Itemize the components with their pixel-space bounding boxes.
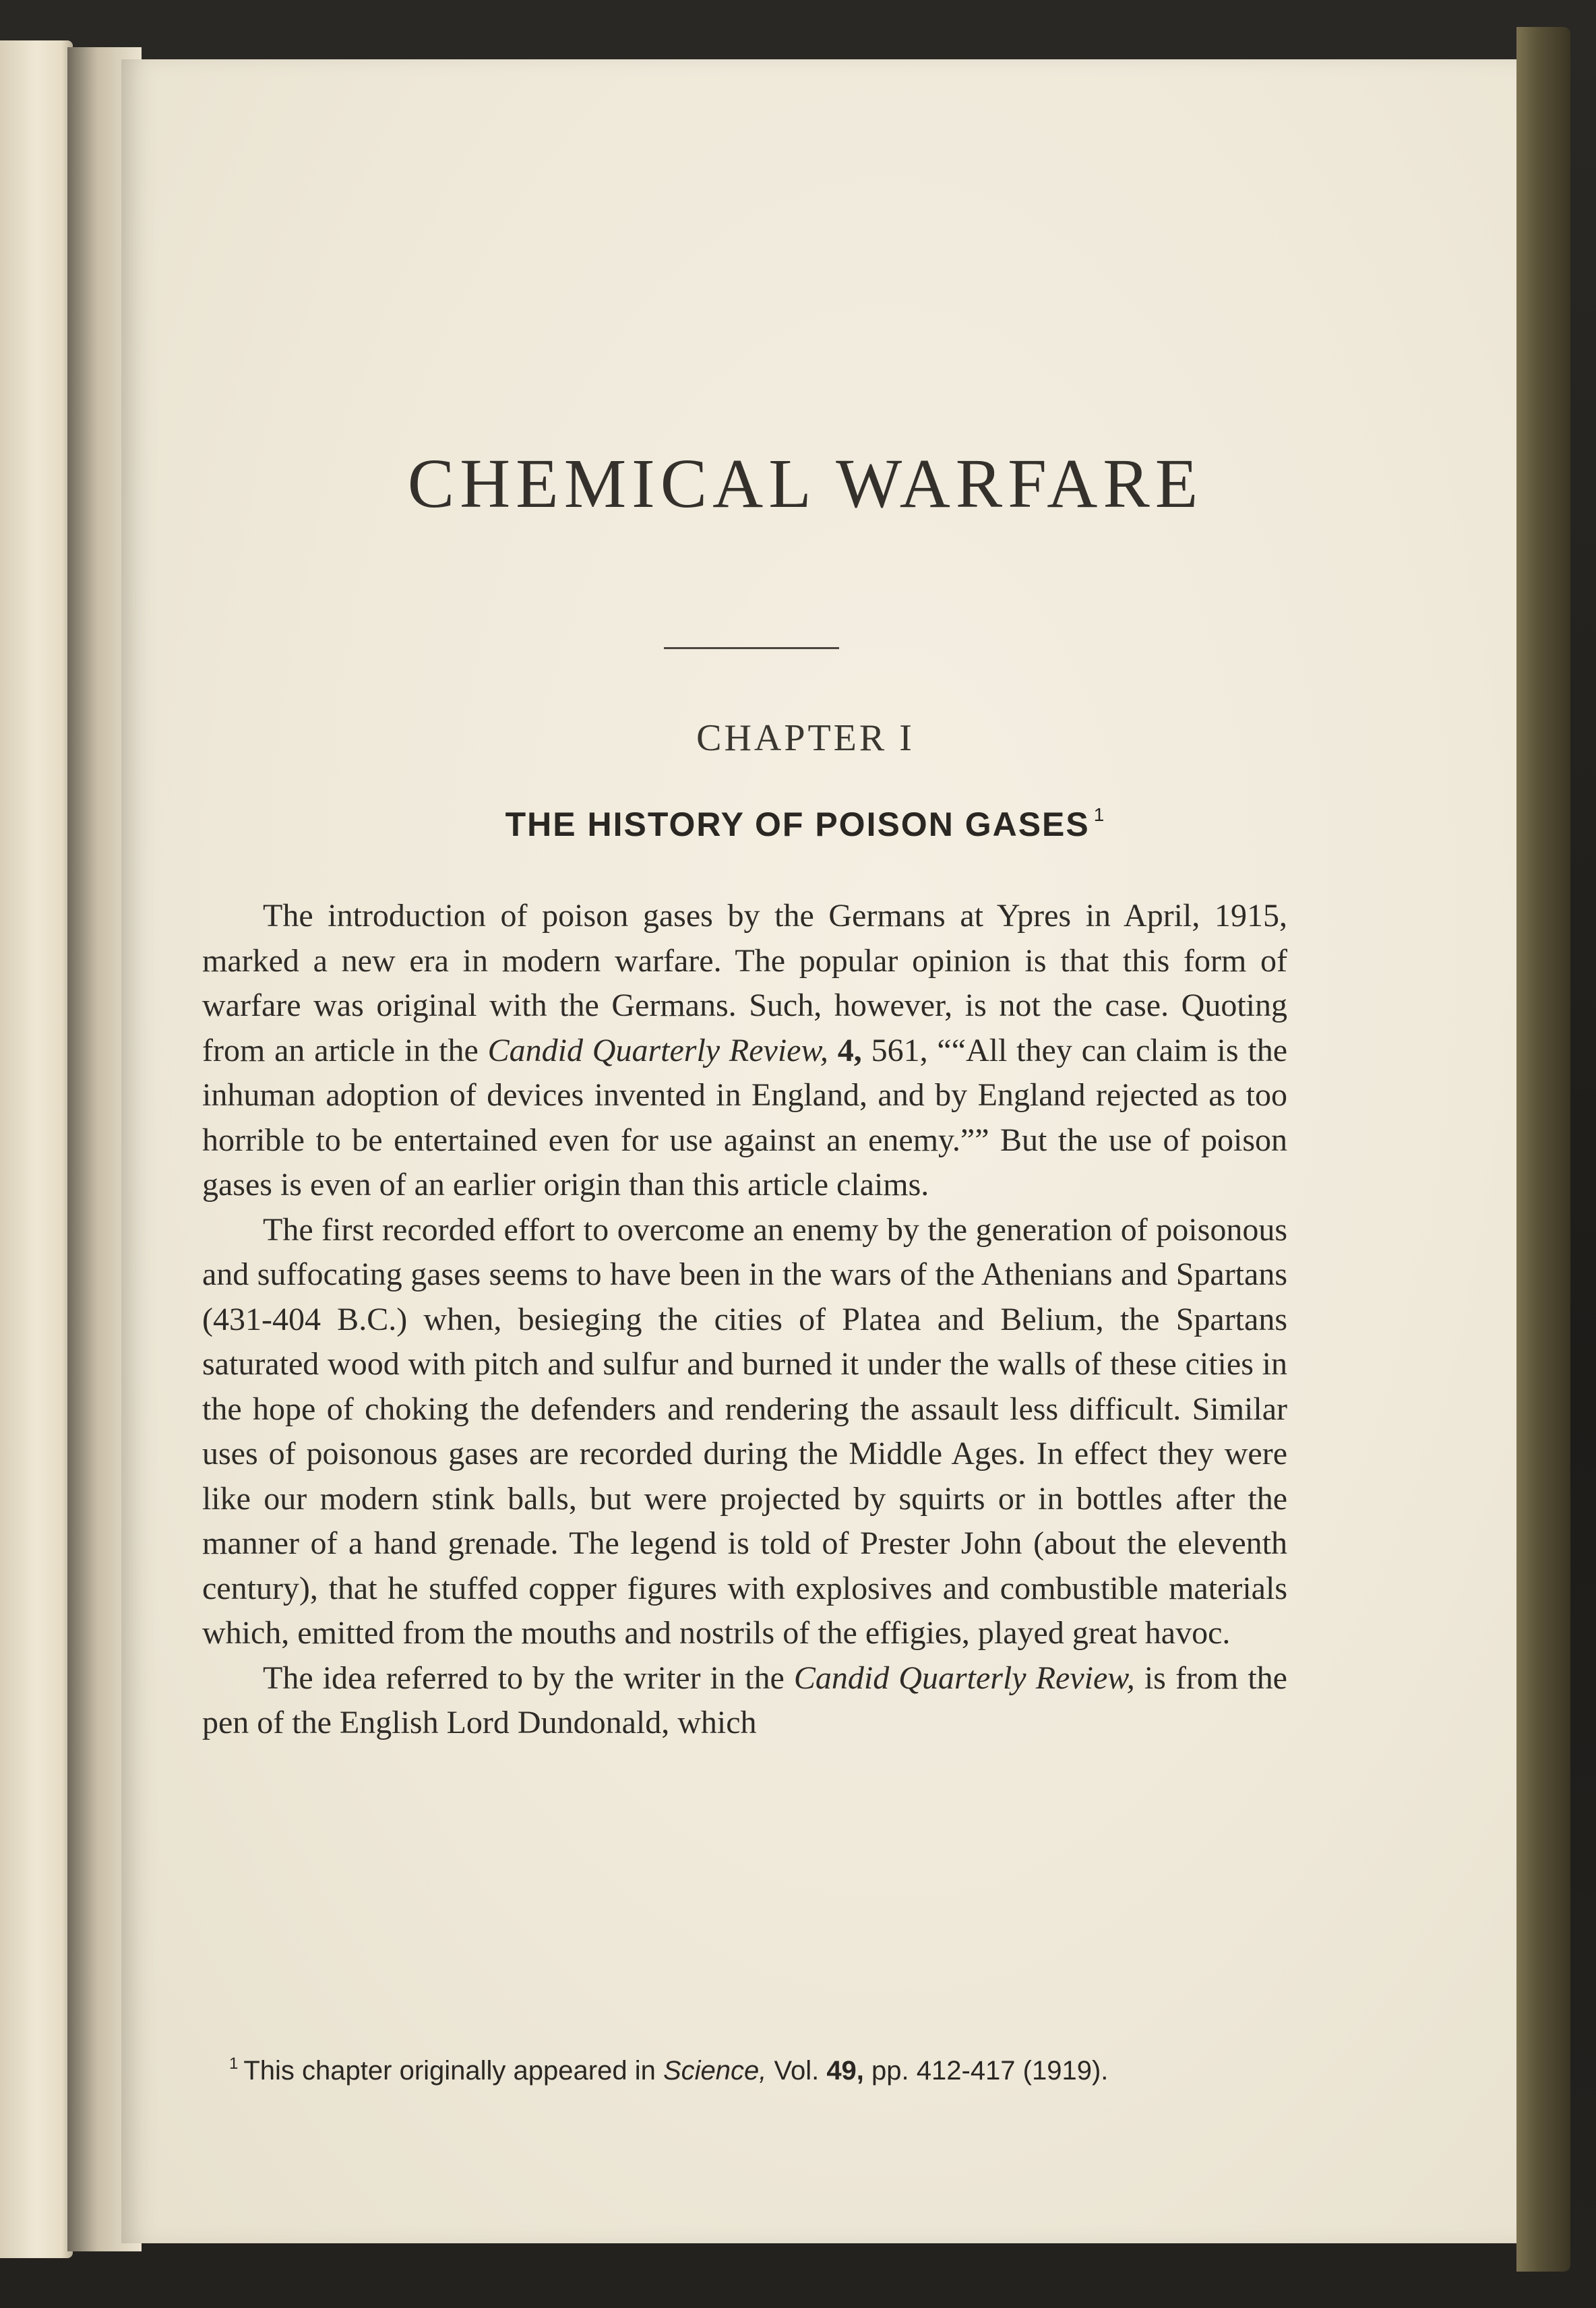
paragraph-3: [202, 1656, 1287, 1746]
footnote-volume: 49,: [826, 2056, 864, 2086]
paragraph-3-text-a: The idea referred to by the writer in the: [263, 1660, 794, 1696]
chapter-label: CHAPTER I: [696, 717, 915, 759]
journal-title: Candid Quarterly Review,: [487, 1032, 828, 1068]
book-title: CHEMICAL WARFARE: [407, 445, 1204, 522]
footnote-reference: 1: [1093, 804, 1106, 825]
left-page-edge: [0, 40, 73, 2258]
volume-number: 4,: [828, 1032, 862, 1068]
footnote-text-a: This chapter originally appeared in: [243, 2056, 663, 2086]
title-divider: [664, 647, 839, 649]
paragraph-1-text-d: 561, ““All they can claim is the inhuman adoption of devices invented in England, and by England rejected as too horrible to be entertained even for use against an enemy.”” But the use of poison gases is even of an earlier origin than this article claims.: [202, 1032, 1287, 1203]
footnote: [229, 2055, 1321, 2086]
chapter-heading: [202, 804, 1409, 844]
book-cover-edge: [1516, 27, 1570, 2272]
paragraph-1-text-a: The introduction of poison gases by the Germans at Ypres in April, 1915, marked a new era in modern warfare. The popular opinion is that this form of warfare was original with the Germans. Such, however, is not the case. Quoting from an article in the: [202, 898, 1287, 1068]
footnote-marker: 1: [229, 2055, 239, 2073]
page-content: [202, 59, 1409, 2243]
chapter-body: [202, 894, 1287, 1746]
paragraph-3-text-c: is from the pen of the English Lord Dundonald, which: [202, 1660, 1287, 1740]
chapter-heading-text: THE HISTORY OF POISON GASES: [505, 806, 1090, 843]
paragraph-1: [202, 894, 1287, 1208]
footnote-text-c: Vol.: [766, 2056, 827, 2086]
paragraph-2: The first recorded effort to overcome an enemy by the generation of poisonous and suffocating gases seems to have been in the wars of the Athenians and Spartans (431-404 B.C.) when, besieging the cities of Platea and Belium, the Spartans saturated wood with pitch and sulfur and burned it under the walls of these cities in the hope of choking the defenders and rendering the assault less difficult. Similar uses of poisonous gases are recorded during the Middle Ages. In effect they were like our modern stink balls, but were projected by squirts or in bottles after the manner of a hand grenade. The legend is told of Prester John (about the eleventh century), that he stuffed copper figures with explosives and combustible materials which, emitted from the mouths and nostrils of the effigies, played great havoc.: [202, 1211, 1287, 1651]
footnote-text-e: pp. 412-417 (1919).: [863, 2056, 1109, 2086]
journal-title-2: Candid Quarterly Review,: [793, 1660, 1135, 1696]
book-page: [121, 59, 1516, 2243]
footnote-journal: Science,: [663, 2056, 767, 2086]
